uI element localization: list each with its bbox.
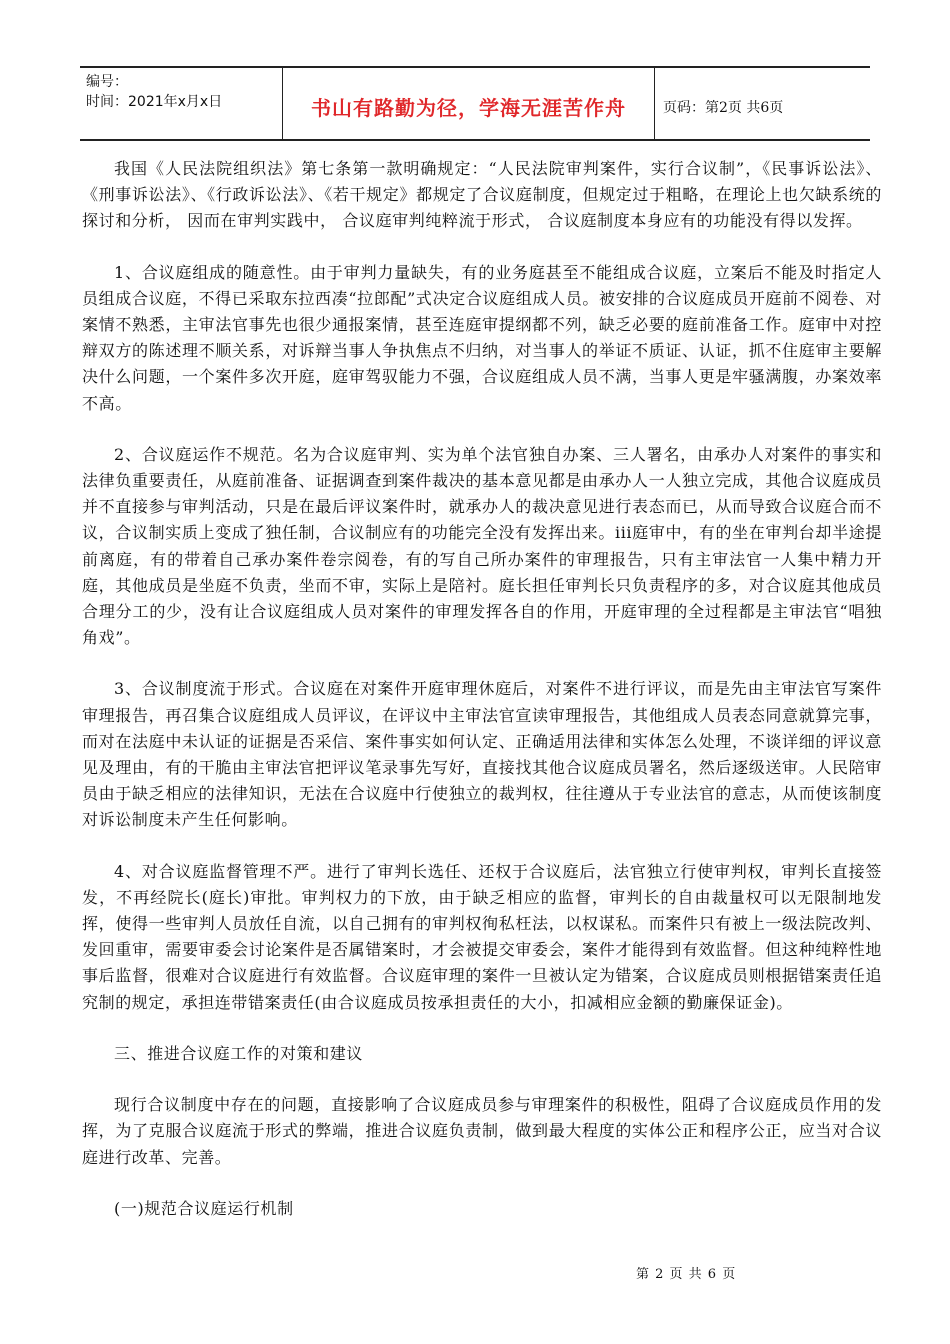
- document-body: [82, 156, 882, 1247]
- paragraph: 3、合议制度流于形式。合议庭在对案件开庭审理休庭后，对案件不进行评议，而是先由主审法官写案件审理报告，再召集合议庭组成人员评议，在评议中主审法官宣读审理报告，其他组成人员表态同意就算完事，而对在法庭中未认证的证据是否采信、案件事实如何认定、正确适用法律和实体怎么处理，不谈详细的评议意见及理由，有的干脆由主审法官把评议笔录事先写好，直接找其他合议庭成员署名，然后逐级送审。人民陪审员由于缺乏相应的法律知识，无法在合议庭中行使独立的裁判权，往往遵从于专业法官的意志，从而使该制度对诉讼制度未产生任何影响。: [82, 679, 882, 830]
- document-date-label: 时间：2021年x月x日: [86, 94, 223, 110]
- header-meta: [80, 68, 283, 139]
- section-heading: 三、推进合议庭工作的对策和建议: [114, 1043, 364, 1063]
- document-number-label: 编号：: [86, 74, 128, 90]
- header-motto: 书山有路勤为径，学海无涯苦作舟: [283, 68, 655, 139]
- page-header: [80, 66, 870, 141]
- paragraph: 我国《人民法院组织法》第七条第一款明确规定：“人民法院审判案件，实行合议制”，《民事诉讼法》、《刑事诉讼法》、《行政诉讼法》、《若干规定》都规定了合议庭制度，但规定过于粗略，在理论上也欠缺系统的探讨和分析， 因而在审判实践中， 合议庭审判纯粹流于形式， 合议庭制度本身应有的功能没有得以发挥。: [82, 159, 882, 231]
- paragraph: 4、对合议庭监督管理不严。进行了审判长选任、还权于合议庭后，法官独立行使审判权，审判长直接签发，不再经院长(庭长)审批。审判权力的下放，由于缺乏相应的监督，审判长的自由裁量权可以无限制地发挥，使得一些审判人员放任自流，以自己拥有的审判权徇私枉法，以权谋私。而案件只有被上一级法院改判、发回重审，需要审委会讨论案件是否属错案时，才会被提交审委会，案件才能得到有效监督。但这种纯粹性地事后监督，很难对合议庭进行有效监督。合议庭审理的案件一旦被认定为错案，合议庭成员则根据错案责任追究制的规定，承担连带错案责任(由合议庭成员按承担责任的大小，扣减相应金额的勤廉保证金)。: [82, 861, 882, 1012]
- paragraph: 1、合议庭组成的随意性。由于审判力量缺失，有的业务庭甚至不能组成合议庭，立案后不能及时指定人员组成合议庭，不得已采取东拉西凑“拉郎配”式决定合议庭组成人员。被安排的合议庭成员开庭前不阅卷、对案情不熟悉，主审法官事先也很少通报案情，甚至连庭审提纲都不列，缺乏必要的庭前准备工作。庭审中对控辩双方的陈述理不顺关系，对诉辩当事人争执焦点不归纳，对当事人的举证不质证、认证，抓不住庭审主要解决什么问题，一个案件多次开庭，庭审驾驭能力不强，合议庭组成人员不满，当事人更是牢骚满腹，办案效率不高。: [82, 262, 882, 413]
- paragraph: 2、合议庭运作不规范。名为合议庭审判、实为单个法官独自办案、三人署名，由承办人对案件的事实和法律负重要责任，从庭前准备、证据调查到案件裁决的基本意见都是由承办人一人独立完成，其他合议庭成员并不直接参与审判活动，只是在最后评议案件时，就承办人的裁决意见进行表态而已，从而导致合议庭合而不议，合议制实质上变成了独任制，合议制应有的功能完全没有发挥出来。iii庭审中，有的坐在审判台却半途提前离庭，有的带着自己承办案件卷宗阅卷，有的写自己所办案件的审理报告，只有主审法官一人集中精力开庭，其他成员是坐庭不负责，坐而不审，实际上是陪衬。庭长担任审判长只负责程序的多，对合议庭其他成员合理分工的少，没有让合议庭组成人员对案件的审理发挥各自的作用，开庭审理的全过程都是主审法官“唱独角戏”。: [82, 444, 882, 648]
- page-footer: 第 2 页 共 6 页: [636, 1267, 737, 1282]
- paragraph: 现行合议制度中存在的问题，直接影响了合议庭成员参与审理案件的积极性，阻碍了合议庭成员作用的发挥，为了克服合议庭流于形式的弊端，推进合议庭负责制，做到最大程度的实体公正和程序公正，应当对合议庭进行改革、完善。: [82, 1095, 882, 1167]
- header-page-info: 页码：第2页 共6页: [663, 99, 784, 116]
- subsection-heading: (一)规范合议庭运行机制: [114, 1198, 294, 1218]
